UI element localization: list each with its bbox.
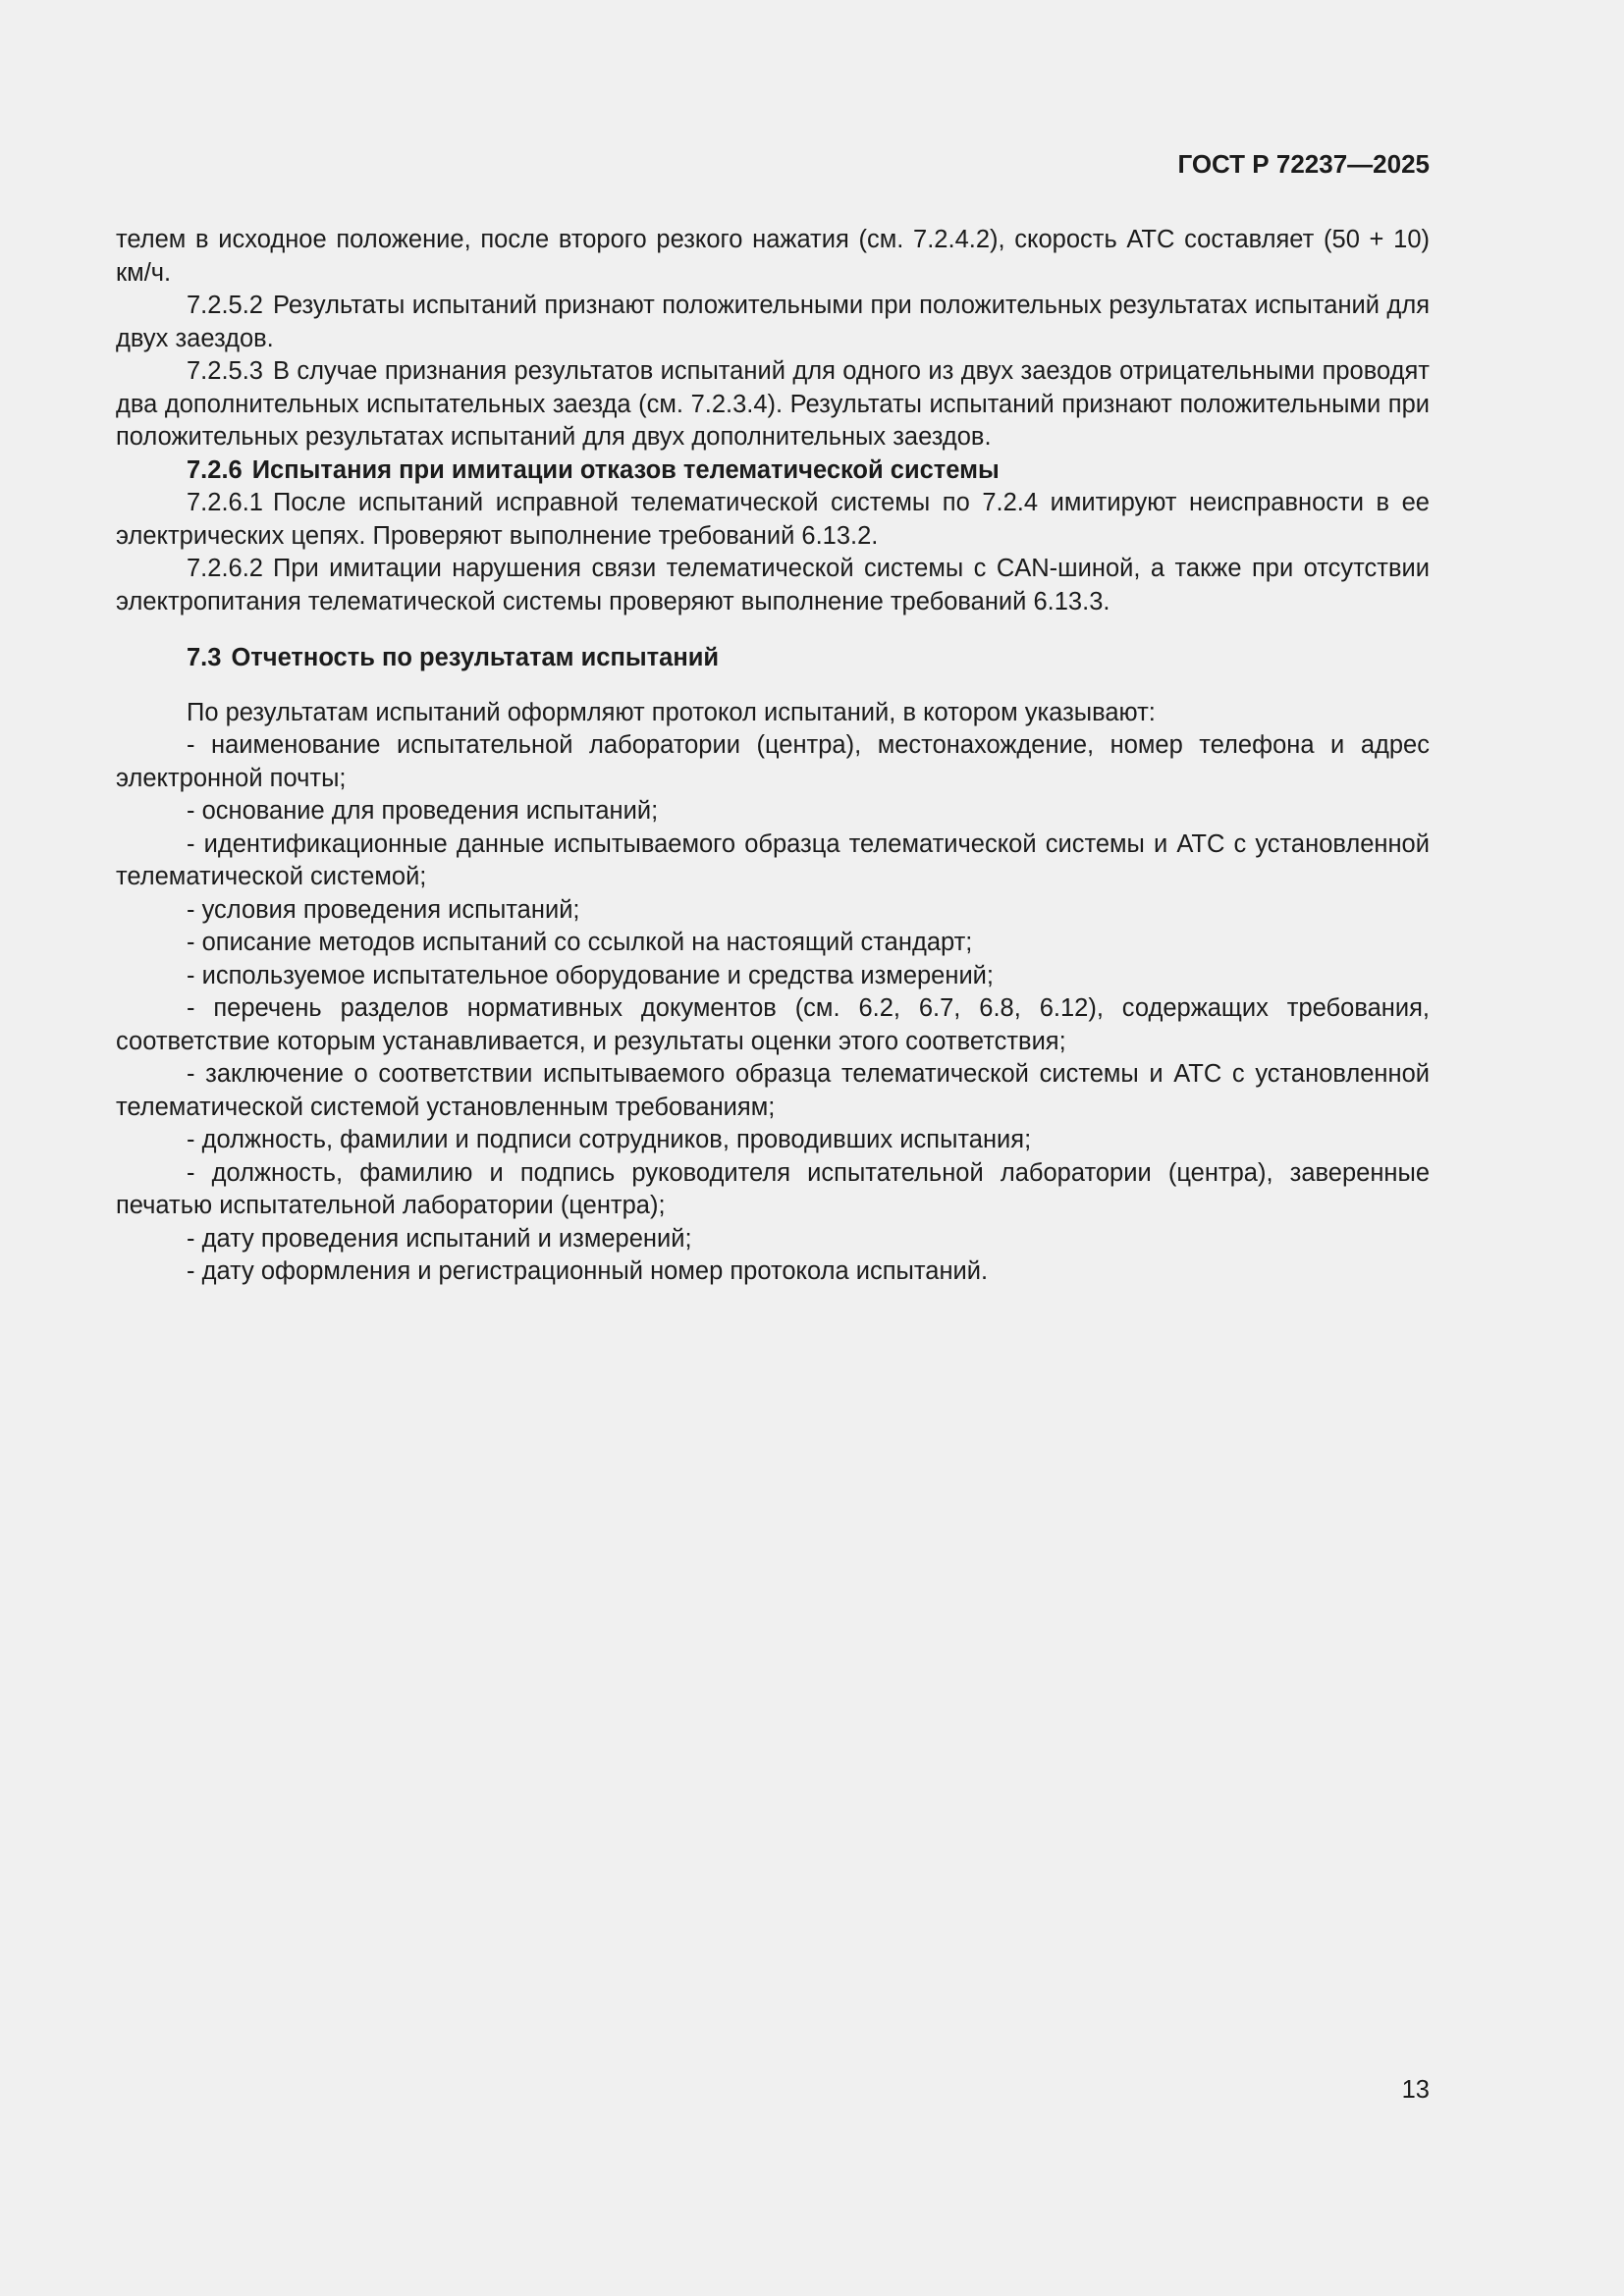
clause-number: 7.2.6.2 <box>187 555 263 582</box>
list-item: - описание методов испытаний со ссылкой на настоящий стандарт; <box>187 929 973 956</box>
page-number: 13 <box>1401 2076 1430 2104</box>
list-item: - условия проведения испытаний; <box>187 895 580 924</box>
heading-text: Отчетность по результатам испытаний <box>231 644 720 671</box>
heading-text: Испытания при имитации отказов телематической системы <box>251 455 1000 484</box>
list-item: - должность, фамилии и подписи сотрудников, проводивших испытания; <box>187 1126 1032 1153</box>
clause-number: 7.2.6.1 <box>187 489 263 516</box>
section-heading-7-3 <box>116 642 1430 675</box>
list-item: - перечень разделов нормативных документов (см. 6.2, 6.7, 6.8, 6.12), содержащих требования, соответствие которым устанавливается, и результаты оценки этого соответствия; <box>116 994 1430 1055</box>
clause-number: 7.2.5.3 <box>187 357 263 385</box>
list-item: - используемое испытательное оборудование и средства измерений; <box>187 961 995 989</box>
list-item: - идентификационные данные испытываемого образца телематической системы и АТС с установленной телематической системой; <box>116 829 1430 890</box>
protocol-intro: По результатам испытаний оформляют протокол испытаний, в котором указывают: <box>187 698 1156 726</box>
list-item: - дату оформления и регистрационный номер протокола испытаний. <box>187 1257 989 1285</box>
clause-text: При имитации нарушения связи телематической системы с CAN-шиной, а также при отсутствии электропитания телематической системы проверяют выполнение требований 6.13.3. <box>116 555 1430 615</box>
clause-text: В случае признания результатов испытаний для одного из двух заездов отрицательными проводят два дополнительных испытательных заезда (см. 7.2.3.4). Результаты испытаний признают положительными при положительных результатах испытаний для двух дополнительных заездов. <box>116 357 1430 451</box>
clause-7-2-6-2 <box>116 553 1430 618</box>
clause-7-2-5-3 <box>116 355 1430 454</box>
list-item: - наименование испытательной лаборатории (центра), местонахождение, номер телефона и адрес электронной почты; <box>116 731 1430 792</box>
document-header <box>116 147 1430 181</box>
clause-7-2-5-2 <box>116 290 1430 355</box>
clause-7-2-6-1 <box>116 487 1430 553</box>
clause-text: После испытаний исправной телематической системы по 7.2.4 имитируют неисправности в ее электрических цепях. Проверяют выполнение требований 6.13.2. <box>116 489 1430 550</box>
list-item: - дату проведения испытаний и измерений; <box>187 1224 692 1253</box>
heading-number: 7.3 <box>187 644 222 671</box>
list-item: - заключение о соответствии испытываемого образца телематической системы и АТС с установленной телематической системой установленным требованиям; <box>116 1060 1430 1121</box>
standard-id: ГОСТ Р 72237—2025 <box>1177 149 1430 179</box>
clause-text: Результаты испытаний признают положительными при положительных результатах испытаний для двух заездов. <box>116 292 1430 352</box>
list-item: - основание для проведения испытаний; <box>187 797 659 825</box>
list-item: - должность, фамилию и подпись руководителя испытательной лаборатории (центра), заверенные печатью испытательной лаборатории (центра); <box>116 1158 1430 1219</box>
clause-number: 7.2.5.2 <box>187 292 263 319</box>
paragraph-continuation: телем в исходное положение, после второго резкого нажатия (см. 7.2.4.2), скорость АТС составляет (50 + 10) км/ч. <box>116 226 1430 287</box>
document-body <box>116 224 1430 1289</box>
subsection-heading-7-2-6 <box>116 454 1430 488</box>
heading-number: 7.2.6 <box>187 455 243 484</box>
